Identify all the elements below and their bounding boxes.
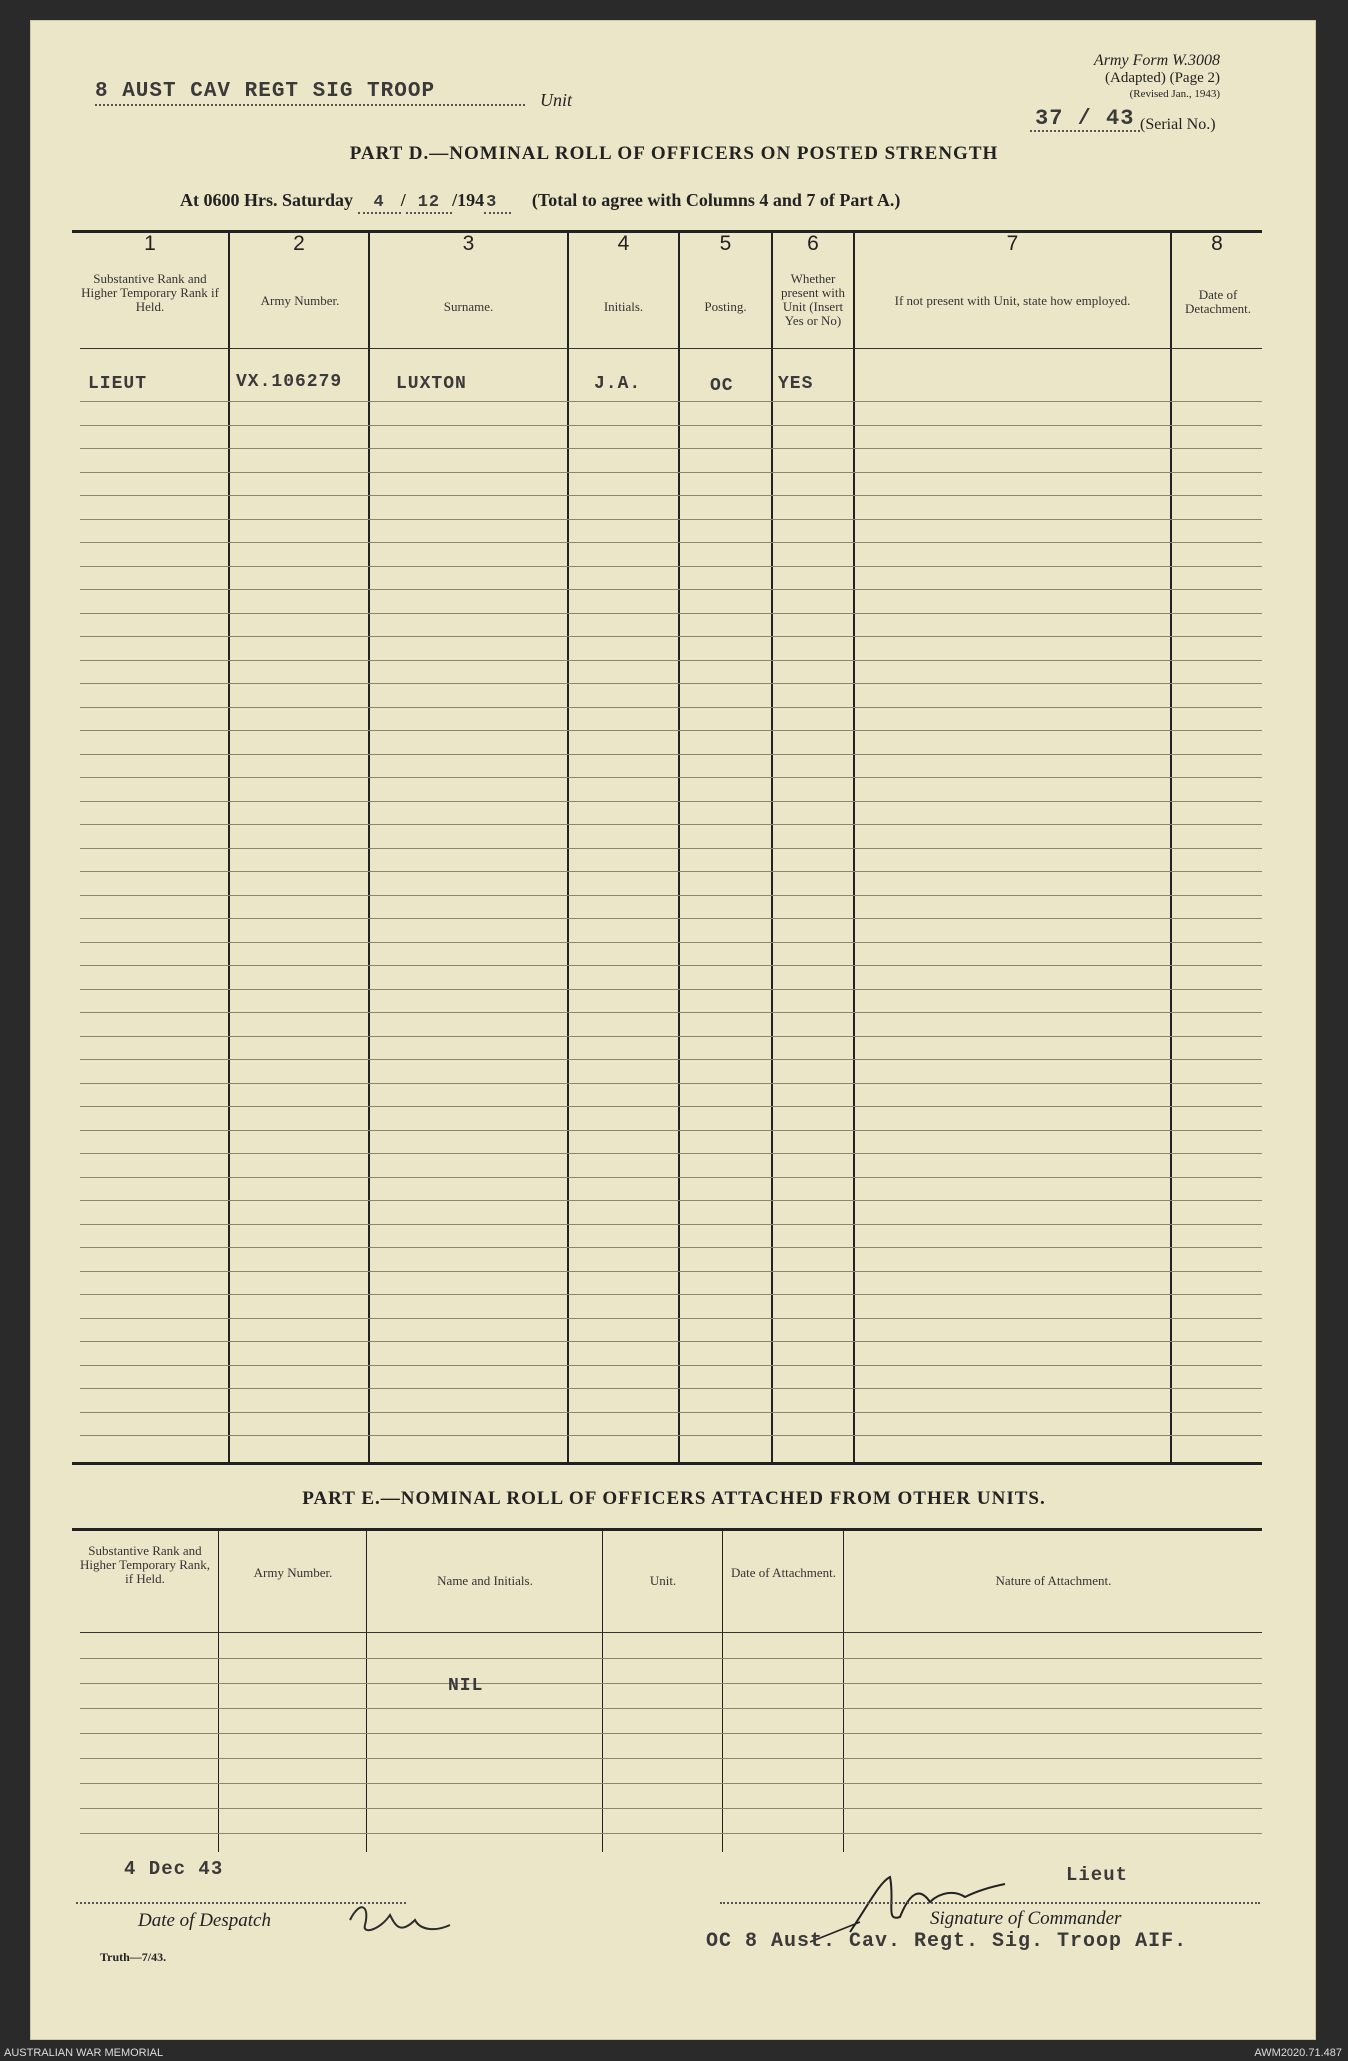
ruled-line <box>80 1733 1262 1734</box>
ruled-line <box>80 1318 1262 1319</box>
col-6-header: Whether present with Unit (Insert Yes or No) <box>781 271 845 328</box>
ruled-line <box>80 1683 1262 1684</box>
ruled-line <box>80 965 1262 966</box>
row-present: YES <box>778 374 814 394</box>
ruled-line <box>80 1658 1262 1659</box>
despatch-date: 4 Dec 43 <box>124 1858 224 1880</box>
ruled-line <box>80 1758 1262 1759</box>
ruled-line <box>80 730 1262 731</box>
ruled-line <box>80 918 1262 919</box>
ruled-line <box>80 519 1262 520</box>
ruled-line <box>80 1130 1262 1131</box>
part-e-divider-2 <box>366 1530 367 1852</box>
commander-line: OC 8 Aust. Cav. Regt. Sig. Troop AIF. <box>706 1930 1188 1953</box>
ruled-line <box>80 1412 1262 1413</box>
date-year-digit: 3 <box>484 193 511 214</box>
signature-label: Signature of Commander <box>930 1908 1122 1929</box>
ruled-line <box>80 1012 1262 1013</box>
part-e-top-rule <box>72 1528 1262 1531</box>
col-2-header: Army Number. <box>260 293 340 308</box>
ruled-line <box>80 1708 1262 1709</box>
ruled-line <box>80 1294 1262 1295</box>
part-e-col-4-header: Unit. <box>649 1573 677 1588</box>
serial-value: 37 / 43 <box>1035 106 1135 131</box>
commander-rank: Lieut <box>1066 1864 1129 1886</box>
part-e-col-2-header: Army Number. <box>253 1565 333 1580</box>
form-revised: (Revised Jan., 1943) <box>1129 88 1220 100</box>
date-year-prefix: 194 <box>457 190 485 210</box>
form-adapted: (Adapted) (Page 2) <box>1105 70 1220 86</box>
ruled-line <box>80 660 1262 661</box>
part-e-divider-4 <box>722 1530 723 1852</box>
ruled-line <box>80 1388 1262 1389</box>
ruled-line <box>80 589 1262 590</box>
army-form-number: Army Form W.3008 <box>1093 52 1220 69</box>
part-d-title: PART D.—NOMINAL ROLL OF OFFICERS ON POSTED STRENGTH <box>349 143 999 164</box>
date-month: 12 <box>406 193 452 214</box>
part-e-title: PART E.—NOMINAL ROLL OF OFFICERS ATTACHED FROM OTHER UNITS. <box>302 1488 1046 1509</box>
col-8-header: Date of Detachment. <box>1184 287 1252 316</box>
part-e-col-3-header: Name and Initials. <box>437 1573 533 1588</box>
part-e-divider-5 <box>843 1530 844 1852</box>
credit-right: AWM2020.71.487 <box>1254 2047 1342 2059</box>
date-sep-2: / <box>452 190 458 210</box>
part-e-col-5-header: Date of Attachment. <box>730 1565 837 1580</box>
col-divider-4 <box>678 232 680 1462</box>
part-e-nil: NIL <box>448 1676 484 1696</box>
ruled-line <box>80 1783 1262 1784</box>
credit-left: AUSTRALIAN WAR MEMORIAL <box>4 2047 164 2059</box>
ruled-line <box>80 542 1262 543</box>
col-4-header: Initials. <box>603 299 644 314</box>
ruled-line <box>80 707 1262 708</box>
unit-label: Unit <box>540 90 573 110</box>
ruled-line <box>80 871 1262 872</box>
col-divider-7 <box>1170 232 1172 1462</box>
row-army-number: VX.106279 <box>236 372 343 392</box>
ruled-line <box>80 1153 1262 1154</box>
ruled-line <box>80 801 1262 802</box>
total-note: (Total to agree with Columns 4 and 7 of Part A.) <box>531 190 901 210</box>
serial-dotted-line <box>1030 130 1140 132</box>
col-3-header: Surname. <box>443 299 494 314</box>
row-rank: LIEUT <box>88 374 148 394</box>
ruled-line <box>80 1271 1262 1272</box>
ruled-line <box>80 472 1262 473</box>
despatch-label: Date of Despatch <box>138 1910 271 1931</box>
ruled-line <box>80 1341 1262 1342</box>
ruled-line <box>80 989 1262 990</box>
initials-scribble <box>340 1890 460 1950</box>
ruled-line <box>80 1365 1262 1366</box>
at-hours-label: At 0600 Hrs. Saturday <box>180 190 354 210</box>
row-surname: LUXTON <box>396 374 467 394</box>
ruled-line <box>80 1036 1262 1037</box>
ruled-line <box>80 448 1262 449</box>
ruled-line <box>80 425 1262 426</box>
row-initials: J.A. <box>594 374 642 394</box>
col-7-number: 7 <box>1006 232 1019 255</box>
ruled-line <box>80 613 1262 614</box>
col-divider-6 <box>853 232 855 1462</box>
part-e-divider-3 <box>602 1530 603 1852</box>
col-5-number: 5 <box>719 232 732 255</box>
part-e-header-rule <box>80 1632 1262 1633</box>
col-divider-3 <box>567 232 569 1462</box>
signature-dotted-line <box>720 1902 1260 1904</box>
col-divider-2 <box>368 232 370 1462</box>
header-bottom-rule <box>80 348 1262 349</box>
ruled-line <box>80 636 1262 637</box>
ruled-line <box>80 1435 1262 1436</box>
ruled-line <box>80 848 1262 849</box>
col-1-header: Substantive Rank and Higher Temporary Rank if Held. <box>81 271 219 314</box>
ruled-line <box>80 683 1262 684</box>
ruled-line <box>80 895 1262 896</box>
part-d-bottom-rule <box>72 1462 1262 1465</box>
unit-value: 8 AUST CAV REGT SIG TROOP <box>95 80 436 103</box>
ruled-line <box>80 495 1262 496</box>
col-2-number: 2 <box>293 232 305 255</box>
date-sep-1: / <box>400 190 406 210</box>
ruled-line <box>80 401 1262 402</box>
ruled-line <box>80 1059 1262 1060</box>
col-5-header: Posting. <box>704 299 747 314</box>
part-e-divider-1 <box>218 1530 219 1852</box>
form-page <box>30 20 1316 2040</box>
col-7-header: If not present with Unit, state how employed. <box>894 293 1131 308</box>
col-6-number: 6 <box>807 232 819 255</box>
ruled-line <box>80 1833 1262 1834</box>
ruled-line <box>80 1200 1262 1201</box>
col-1-number: 1 <box>144 232 156 255</box>
col-4-number: 4 <box>617 232 630 255</box>
ruled-line <box>80 1247 1262 1248</box>
col-divider-1 <box>228 232 230 1462</box>
row-posting: OC <box>710 376 734 396</box>
ruled-line <box>80 942 1262 943</box>
ruled-line <box>80 754 1262 755</box>
col-8-number: 8 <box>1211 232 1223 255</box>
date-day: 4 <box>358 193 401 214</box>
ruled-line <box>80 1106 1262 1107</box>
col-3-number: 3 <box>462 232 475 255</box>
ruled-line <box>80 1808 1262 1809</box>
ruled-line <box>80 1083 1262 1084</box>
ruled-line <box>80 824 1262 825</box>
part-e-col-1-header: Substantive Rank and Higher Temporary Rank, if Held. <box>80 1543 210 1586</box>
at-hours-line <box>180 190 900 212</box>
ruled-line <box>80 1224 1262 1225</box>
unit-dotted-line <box>95 104 525 106</box>
serial-label: (Serial No.) <box>1140 116 1216 133</box>
ruled-line <box>80 1177 1262 1178</box>
part-e-col-6-header: Nature of Attachment. <box>995 1573 1112 1588</box>
ruled-line <box>80 777 1262 778</box>
ruled-line <box>80 566 1262 567</box>
printer-mark: Truth—7/43. <box>100 1950 167 1964</box>
col-divider-5 <box>771 232 773 1462</box>
